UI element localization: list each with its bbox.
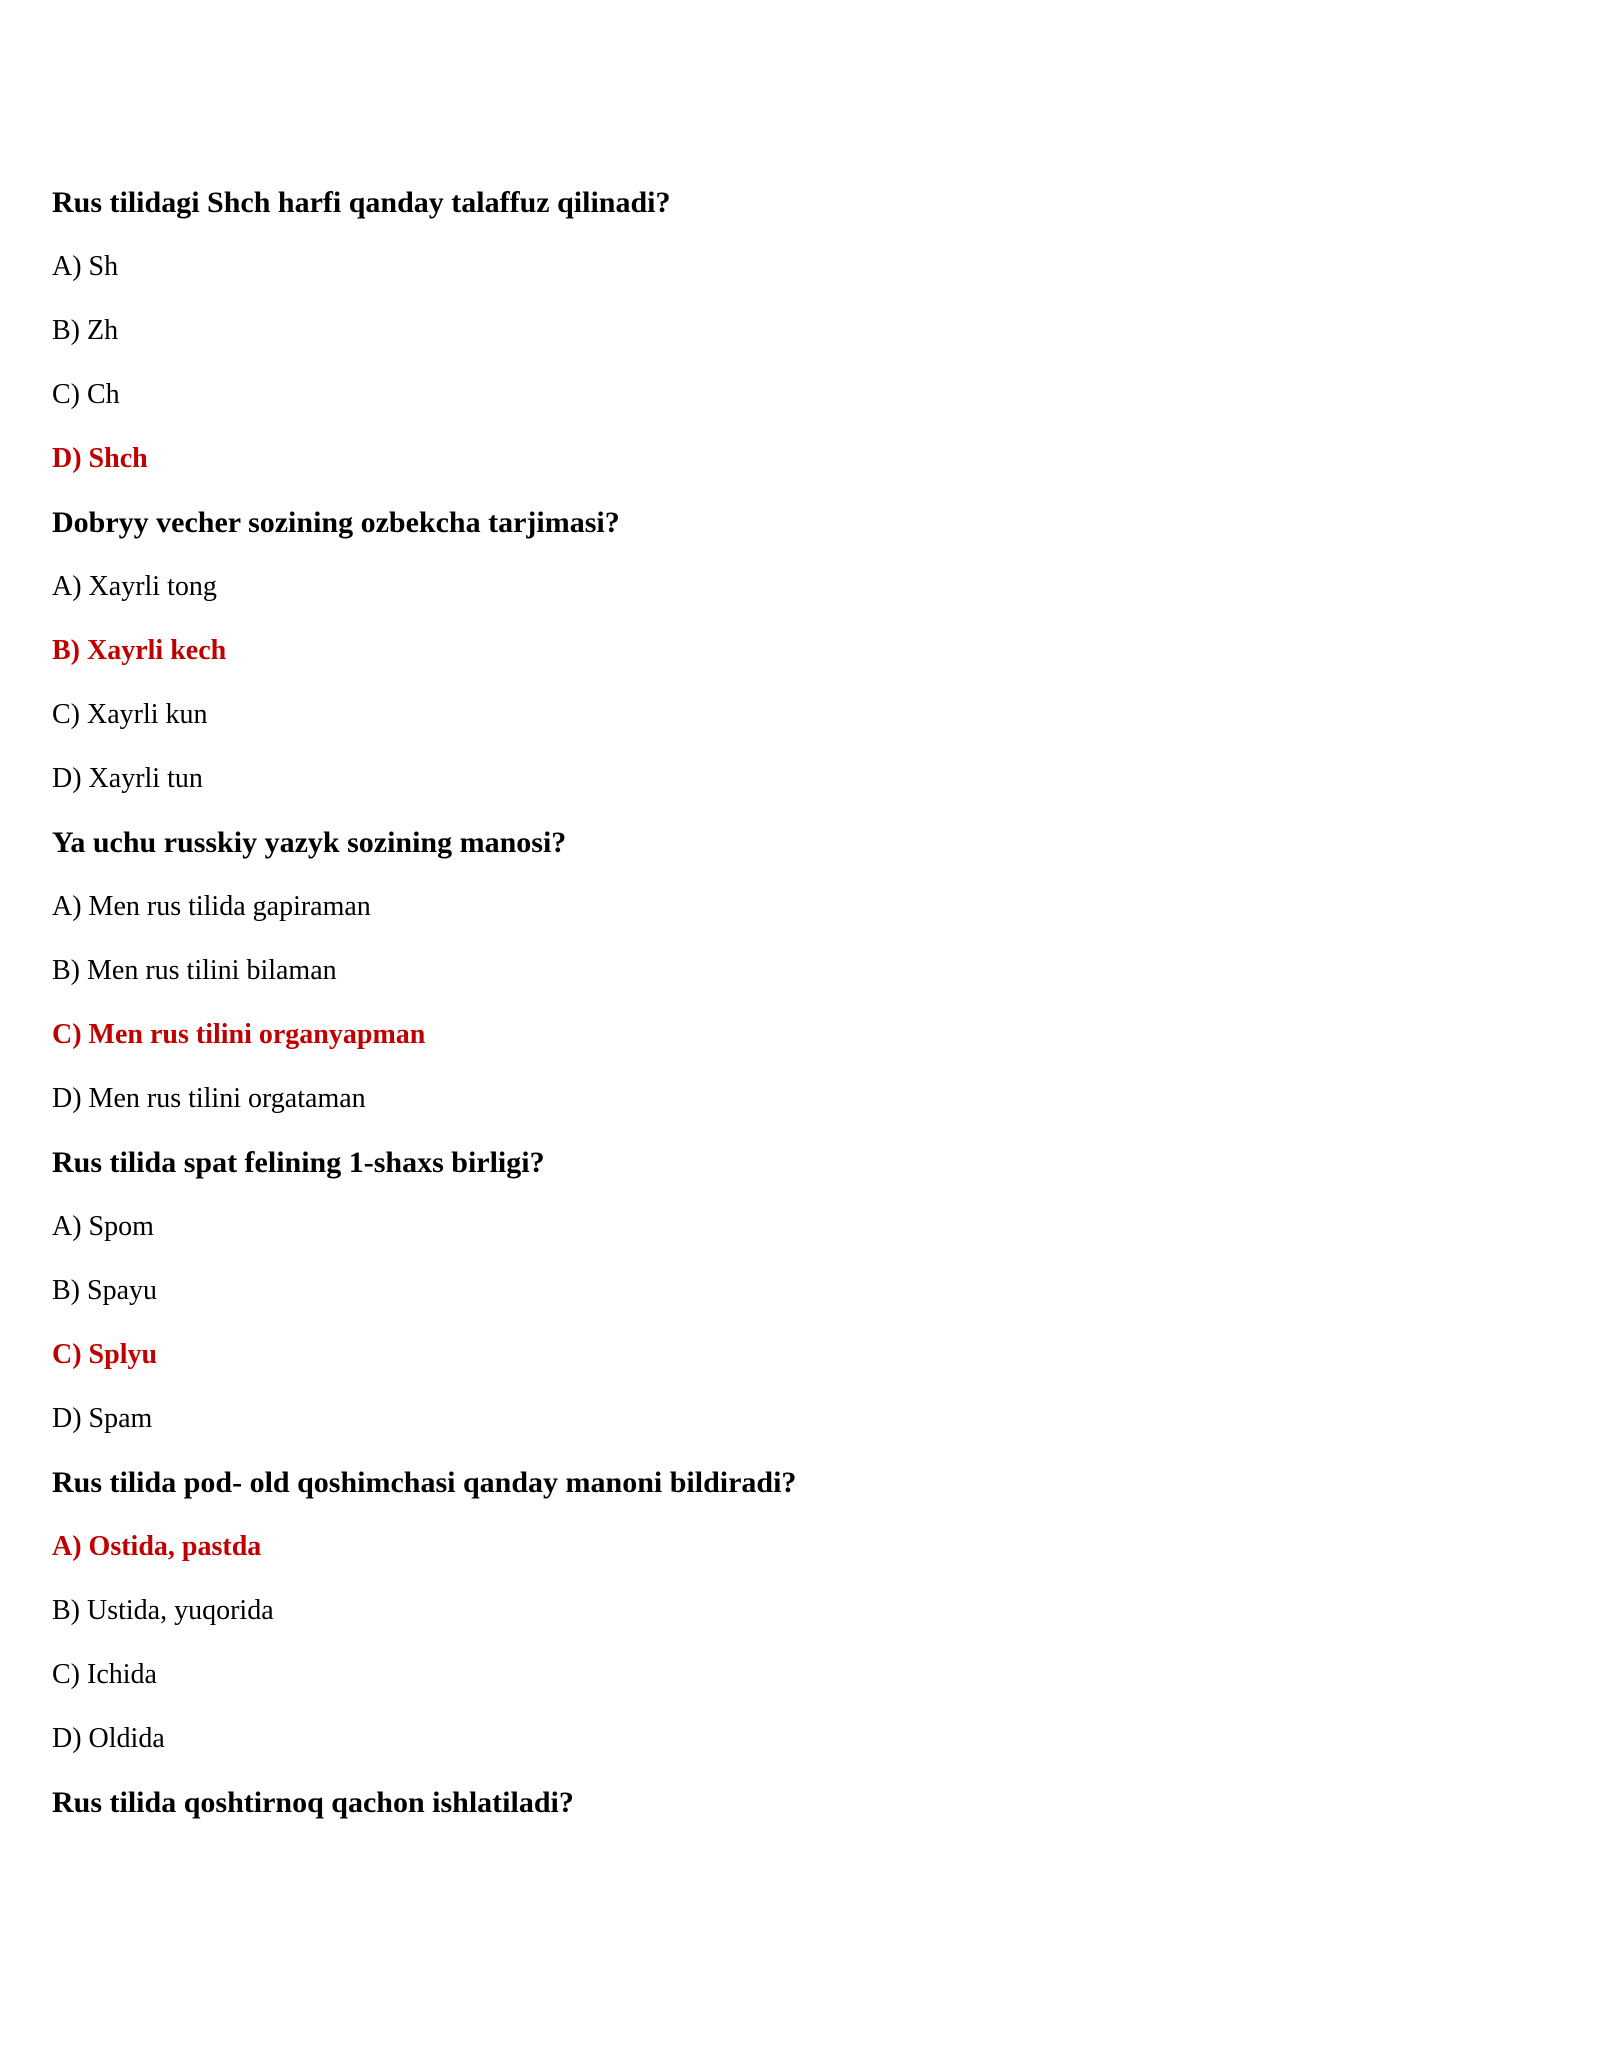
option-c: C) Ch bbox=[52, 379, 120, 410]
option-b-correct: B) Xayrli kech bbox=[52, 635, 227, 666]
option-b: B) Zh bbox=[52, 315, 119, 346]
option-d-correct: D) Shch bbox=[52, 443, 148, 474]
question-block-3 bbox=[52, 823, 1600, 1119]
option-a-correct: A) Ostida, pastda bbox=[52, 1531, 262, 1562]
option-d: D) Xayrli tun bbox=[52, 763, 203, 794]
question-text: Rus tilida pod- old qoshimchasi qanday manoni bildiradi? bbox=[52, 1466, 797, 1499]
option-a: A) Men rus tilida gapiraman bbox=[52, 891, 371, 922]
option-b: B) Ustida, yuqorida bbox=[52, 1595, 274, 1626]
option-c: C) Ichida bbox=[52, 1659, 157, 1690]
option-b: B) Spayu bbox=[52, 1275, 157, 1306]
option-a: A) Xayrli tong bbox=[52, 571, 217, 602]
question-text: Dobryy vecher sozining ozbekcha tarjimasi? bbox=[52, 506, 620, 539]
option-c: C) Xayrli kun bbox=[52, 699, 208, 730]
question-block-2 bbox=[52, 503, 1600, 799]
option-c-correct: C) Splyu bbox=[52, 1339, 158, 1370]
question-block-5 bbox=[52, 1463, 1600, 1759]
question-block-6 bbox=[52, 1783, 1600, 1823]
question-block-4 bbox=[52, 1143, 1600, 1439]
option-d: D) Men rus tilini orgataman bbox=[52, 1083, 366, 1114]
option-b: B) Men rus tilini bilaman bbox=[52, 955, 337, 986]
question-text: Rus tilidagi Shch harfi qanday talaffuz qilinadi? bbox=[52, 186, 671, 219]
option-d: D) Oldida bbox=[52, 1723, 165, 1754]
option-c-correct: C) Men rus tilini organyapman bbox=[52, 1019, 426, 1050]
option-a: A) Sh bbox=[52, 251, 119, 282]
question-block-1 bbox=[52, 183, 1600, 479]
question-text: Rus tilida qoshtirnoq qachon ishlatiladi? bbox=[52, 1786, 574, 1819]
option-d: D) Spam bbox=[52, 1403, 153, 1434]
question-text: Rus tilida spat felining 1-shaxs birligi? bbox=[52, 1146, 545, 1179]
question-text: Ya uchu russkiy yazyk sozining manosi? bbox=[52, 826, 567, 859]
option-a: A) Spom bbox=[52, 1211, 154, 1242]
